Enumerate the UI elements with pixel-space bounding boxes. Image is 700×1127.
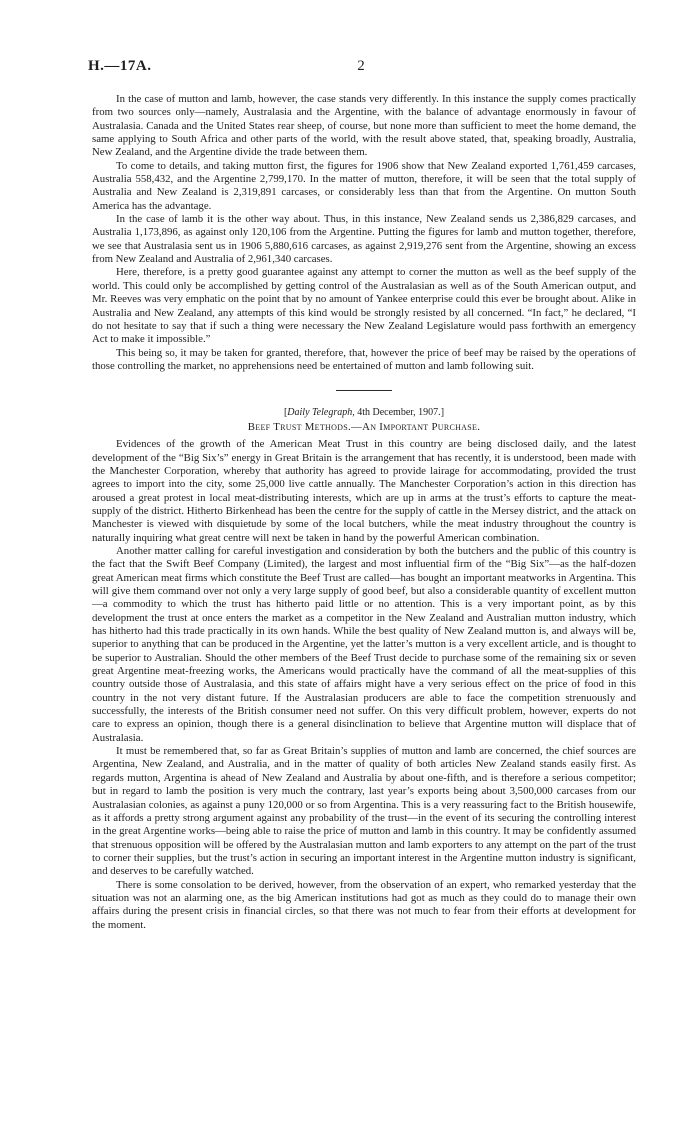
- running-head: [88, 58, 634, 78]
- source-publication: Daily Telegraph,: [287, 407, 355, 419]
- paragraph-supply-sources: It must be remembered that, so far as Great Britain’s supplies of mutton and lamb are concerned, the chief sources are Argentina, New Zealand, and Australia, and in the matter of quality of both articles New Zealand stands easily first. As regards mutton, Argentina is ahead of New Zealand and Australia by about one-fifth, and is therefore a serious competitor; but in regard to lamb the position is very much the contrary, last year’s exports being about 3,500,000 carcases from our Australasian colonies, as against a puny 120,000 or so from Argentina. This is a very reassuring fact to the British housewife, as it affords a pretty strong argument against any probability of the trust—in the event of its securing the controlling interest in the great Argentine works—being able to raise the price of mutton and lamb in this country. It may be confidently assumed that strenuous opposition will be offered by the Australasian mutton and lamb exporters to any attempt on the part of the trust to corner their supplies, but the trust’s action in securing an important interest in the Argentine mutton industry is significant, and deserves to be carefully watched.: [92, 745, 636, 878]
- document-reference: H.—17A.: [88, 58, 152, 74]
- paragraph-expert-consolation: There is some consolation to be derived, however, from the observation of an expert, who remarked yesterday that the situation was not an alarming one, as the big American institutions had got as much as they could do to manage their own affairs during the present crisis in financial circles, so that there was not much to fear from their efforts at development for the moment.: [92, 878, 636, 931]
- source-date: 4th December, 1907.: [354, 407, 441, 419]
- paragraph-conclusion: This being so, it may be taken for granted, therefore, that, however the price of beef may be raised by the operations of those controlling the market, no apprehensions need be entertained of mutton and lamb following suit.: [92, 346, 636, 372]
- article-source: [Daily Telegraph, 4th December, 1907.]: [283, 407, 445, 419]
- page-number: 2: [357, 58, 365, 74]
- paragraph-meat-trust-growth: Evidences of the growth of the American Meat Trust in this country are being disclosed daily, and the latest development of the “Big Six’s” energy in Great Britain is the arrangement that has recently, it is understood, been made with the Manchester Corporation, whereby that authority has agreed to provide lairage for accommodating, provided the trust agrees to import into the city, some 25,000 live cattle annually. The Manchester Corporation’s action in this direction has aroused a great protest in local meat-distributing interests, which are up in arms at the trust’s efforts to capture the meat-supply of the district. Hitherto Birkenhead has been the centre for the supply of cattle in the Mersey district, and the attack on Manchester is viewed with disquietude by some of the local butchers, while the meat industry throughout the country is naturally inquiring what great centre will next be taken in hand by the powerful American combination.: [92, 438, 636, 544]
- body-text: [92, 93, 636, 932]
- paragraph-swift-purchase: Another matter calling for careful investigation and consideration by both the butchers and the public of this country is the fact that the Swift Beef Company (Limited), the largest and most influential firm of the “Big Six”—as the half-dozen great American meat firms which constitute the Beef Trust are called—has bought an important meatworks in Argentina. This will give them command over not only a very large supply of good beef, but also a considerable quantity of excellent mutton—a commodity to which the trust has hitherto paid little or no attention. This is a very important point, as by this development the trust at once enters the market as a competitor in the New Zealand and Australian mutton industry, which has hitherto had this trade practically in its own hands. While the best quality of New Zealand mutton is, and always will be, superior to anything that can be produced in the Argentine, yet the latter’s mutton is a very excellent article, and is thought to be superior to Australian. Should the other members of the Beef Trust decide to purchase some of the remaining six or seven great Argentine meat-freezing works, the Americans would practically have the command of all the meat-supplies of this country outside those of Australasia, and this state of affairs might have a very serious effect on the price of food in this country in the not very distant future. If the Australasian producers are able to face the competition strenuously and successfully, the interests of the British consumer need not suffer. On this very difficult problem, however, experts do not care to express an opinion, though there is a general disinclination to believe that Argentine mutton will displace that of Australasia.: [92, 544, 636, 744]
- paragraph-mutton-figures: To come to details, and taking mutton first, the figures for 1906 show that New Zealand exported 1,761,459 carcases, Australia 558,432, and the Argentine 2,799,170. In the matter of mutton, therefore, it will be seen that the total supply of Australia and New Zealand is 2,319,891 carcases, or considerably less than that from the Argentine. On mutton South America has the advantage.: [92, 159, 636, 212]
- article-heading: Beef Trust Methods.—An Important Purchase.: [247, 421, 481, 434]
- paragraph-mutton-lamb-intro: In the case of mutton and lamb, however, the case stands very differently. In this instance the supply comes practically from two sources only—namely, Australasia and the Argentine, with the balance of advantage enormously in favour of Australasia. Canada and the United States rear sheep, of course, but none more than sufficient to meet the home demand, the same applying to South Africa and other parts of the world, with the result above stated, that, speaking broadly, Australia, New Zealand, and the Argentine divide the trade between them.: [92, 93, 636, 159]
- paragraph-lamb-figures: In the case of lamb it is the other way about. Thus, in this instance, New Zealand sends us 2,386,829 carcases, and Australia 1,173,896, as against only 120,106 from the Argentine. Putting the figures for lamb and mutton together, therefore, we see that Australasia sent us in 1906 5,880,616 carcases, as against 2,919,276 sent from the Argentine, showing an excess from New Zealand and Australia of 2,961,340 carcases.: [92, 213, 636, 266]
- section-divider: [336, 390, 392, 391]
- paragraph-corner-guarantee: Here, therefore, is a pretty good guarantee against any attempt to corner the mutton as well as the beef supply of the world. This could only be accomplished by getting control of the Australasian as well as of the South American output, and Mr. Reeves was very emphatic on the point that by no amount of Yankee enterprise could this ever be brought about. Alike in Australia and New Zealand, any attempts of this kind would be strongly resisted by all concerned. “In fact,” he declared, “I do not hesitate to say that if such a thing were necessary the New Zealand Legislature would pass forthwith an emergency Act to make it impossible.”: [92, 266, 636, 346]
